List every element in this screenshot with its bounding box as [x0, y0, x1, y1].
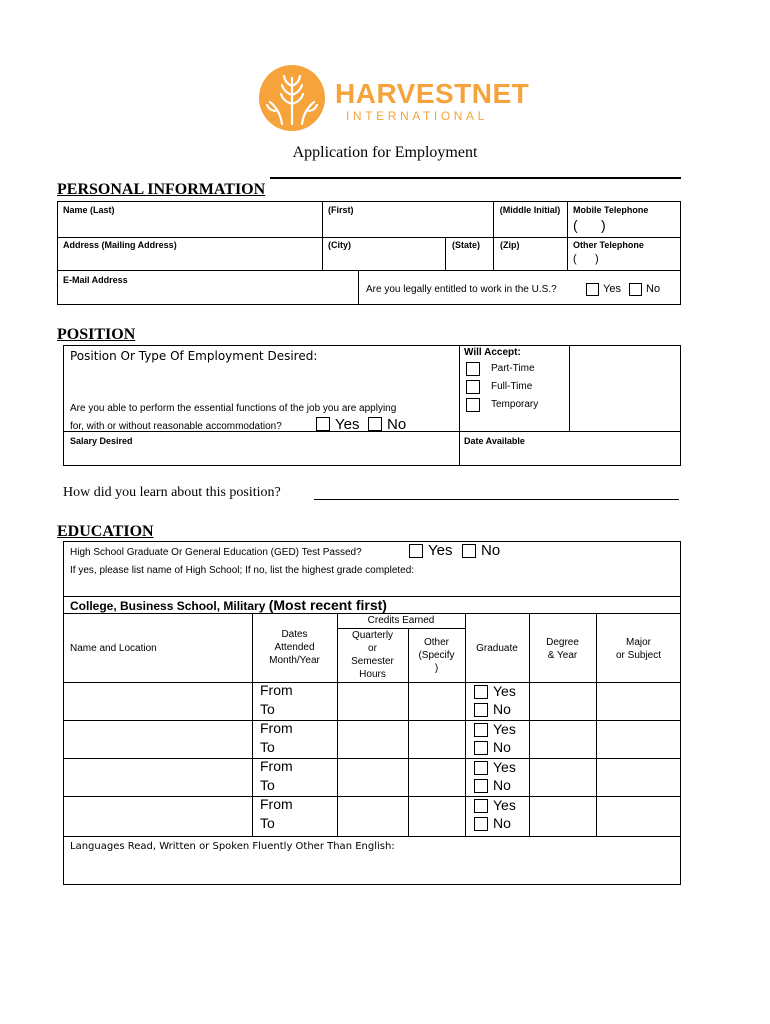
essential-functions-question: Are you able to perform the essential functions of the job you are applying: [70, 403, 397, 414]
address-field[interactable]: Address (Mailing Address): [63, 240, 177, 250]
dates-header-line: Attended: [274, 642, 315, 653]
graduate-header: Graduate: [476, 643, 518, 654]
hs-yes-label: Yes: [428, 542, 453, 559]
dates-header-line: Month/Year: [269, 655, 320, 666]
name-last-field[interactable]: Name (Last): [63, 205, 115, 215]
legal-yes-checkbox[interactable]: [586, 283, 599, 296]
table-row[interactable]: [63, 720, 681, 758]
full-time-checkbox[interactable]: [466, 380, 480, 394]
table-row[interactable]: [63, 758, 681, 796]
email-field[interactable]: E-Mail Address: [63, 275, 128, 285]
from-date-field[interactable]: From: [260, 796, 293, 812]
quarterly-header-line: or: [368, 643, 377, 654]
degree-header-line: & Year: [547, 650, 578, 661]
first-name-field[interactable]: (First): [328, 205, 354, 215]
will-accept-label: Will Accept:: [464, 347, 521, 358]
other-header-line: Other: [423, 637, 449, 648]
graduate-yes-checkbox[interactable]: [474, 761, 488, 775]
temporary-checkbox[interactable]: [466, 398, 480, 412]
part-time-checkbox[interactable]: [466, 362, 480, 376]
hs-no-label: No: [481, 542, 501, 559]
brand-subtitle: INTERNATIONAL: [346, 109, 488, 123]
from-date-field[interactable]: From: [260, 682, 293, 698]
personal-info-heading: PERSONAL INFORMATION: [57, 181, 266, 198]
quarterly-header-line: Quarterly: [351, 630, 394, 641]
full-time-label: Full-Time: [491, 381, 533, 392]
graduate-no-label: No: [493, 815, 511, 831]
page-title: Application for Employment: [292, 144, 478, 161]
degree-header-line: Degree: [546, 637, 579, 648]
title-underline: [270, 177, 681, 179]
major-header-line: Major: [625, 637, 651, 648]
other-phone-label: Other Telephone: [573, 240, 644, 250]
city-field[interactable]: (City): [328, 240, 351, 250]
essential-yes-checkbox[interactable]: [316, 417, 330, 431]
degree-year-header: [529, 636, 596, 662]
graduate-yes-checkbox[interactable]: [474, 799, 488, 813]
date-available-field[interactable]: Date Available: [464, 436, 525, 446]
graduate-no-label: No: [493, 739, 511, 755]
languages-field[interactable]: Languages Read, Written or Spoken Fluently Other Than English:: [70, 841, 395, 852]
quarterly-hours-header: [337, 629, 408, 681]
essential-yes-label: Yes: [335, 416, 360, 433]
hs-yes-checkbox[interactable]: [409, 544, 423, 558]
dates-attended-header: [252, 628, 337, 667]
credits-earned-header: Credits Earned: [367, 615, 435, 626]
other-header-line: ): [434, 663, 439, 674]
graduate-yes-label: Yes: [493, 759, 516, 775]
from-date-field[interactable]: From: [260, 758, 293, 774]
table-row[interactable]: [63, 682, 681, 720]
education-heading: EDUCATION: [57, 523, 154, 540]
to-date-field[interactable]: To: [260, 777, 275, 793]
brand-name: HARVESTNET: [335, 78, 530, 109]
legal-no-label: No: [646, 283, 661, 295]
part-time-label: Part-Time: [491, 363, 535, 374]
wheat-logo-icon: [258, 64, 326, 132]
graduate-no-checkbox[interactable]: [474, 741, 488, 755]
essential-no-label: No: [387, 416, 407, 433]
hs-no-checkbox[interactable]: [462, 544, 476, 558]
other-specify-header: [408, 636, 465, 675]
quarterly-header-line: Semester: [351, 656, 394, 667]
learn-about-input[interactable]: [314, 499, 679, 500]
college-heading: College, Business School, Military (Most recent first): [70, 597, 387, 613]
graduate-no-checkbox[interactable]: [474, 817, 488, 831]
learn-about-question: How did you learn about this position?: [63, 485, 281, 500]
accommodation-question: for, with or without reasonable accommodation?: [70, 421, 282, 432]
salary-desired-field[interactable]: Salary Desired: [70, 436, 133, 446]
legal-yes-label: Yes: [603, 283, 621, 295]
mobile-phone-label: Mobile Telephone: [573, 205, 649, 215]
position-heading: POSITION: [57, 326, 136, 343]
middle-initial-field[interactable]: (Middle Initial): [499, 205, 561, 215]
major-subject-header: [596, 636, 681, 662]
legal-no-checkbox[interactable]: [629, 283, 642, 296]
graduate-no-checkbox[interactable]: [474, 779, 488, 793]
major-header-line: or Subject: [615, 650, 662, 661]
high-school-question: High School Graduate Or General Education (GED) Test Passed?: [70, 547, 362, 558]
graduate-no-label: No: [493, 701, 511, 717]
to-date-field[interactable]: To: [260, 815, 275, 831]
from-date-field[interactable]: From: [260, 720, 293, 736]
to-date-field[interactable]: To: [260, 739, 275, 755]
name-location-header: Name and Location: [70, 643, 157, 654]
mobile-phone-field[interactable]: ( ): [573, 217, 606, 233]
dates-header-line: Dates: [281, 629, 308, 640]
temporary-label: Temporary: [491, 399, 539, 410]
graduate-no-checkbox[interactable]: [474, 703, 488, 717]
essential-no-checkbox[interactable]: [368, 417, 382, 431]
graduate-yes-checkbox[interactable]: [474, 685, 488, 699]
other-phone-field[interactable]: ( ): [573, 253, 599, 265]
graduate-yes-label: Yes: [493, 797, 516, 813]
graduate-no-label: No: [493, 777, 511, 793]
table-row[interactable]: [63, 796, 681, 836]
zip-field[interactable]: (Zip): [500, 240, 520, 250]
graduate-yes-label: Yes: [493, 721, 516, 737]
other-header-line: (Specify: [418, 650, 455, 661]
company-logo: [258, 64, 530, 134]
to-date-field[interactable]: To: [260, 701, 275, 717]
graduate-yes-label: Yes: [493, 683, 516, 699]
graduate-yes-checkbox[interactable]: [474, 723, 488, 737]
legal-question: Are you legally entitled to work in the U.S.?: [366, 284, 557, 295]
position-desired-field[interactable]: Position Or Type Of Employment Desired:: [70, 349, 318, 363]
state-field[interactable]: (State): [452, 240, 481, 250]
high-school-instruction[interactable]: If yes, please list name of High School; If no, list the highest grade completed:: [70, 565, 415, 576]
quarterly-header-line: Hours: [359, 669, 386, 680]
